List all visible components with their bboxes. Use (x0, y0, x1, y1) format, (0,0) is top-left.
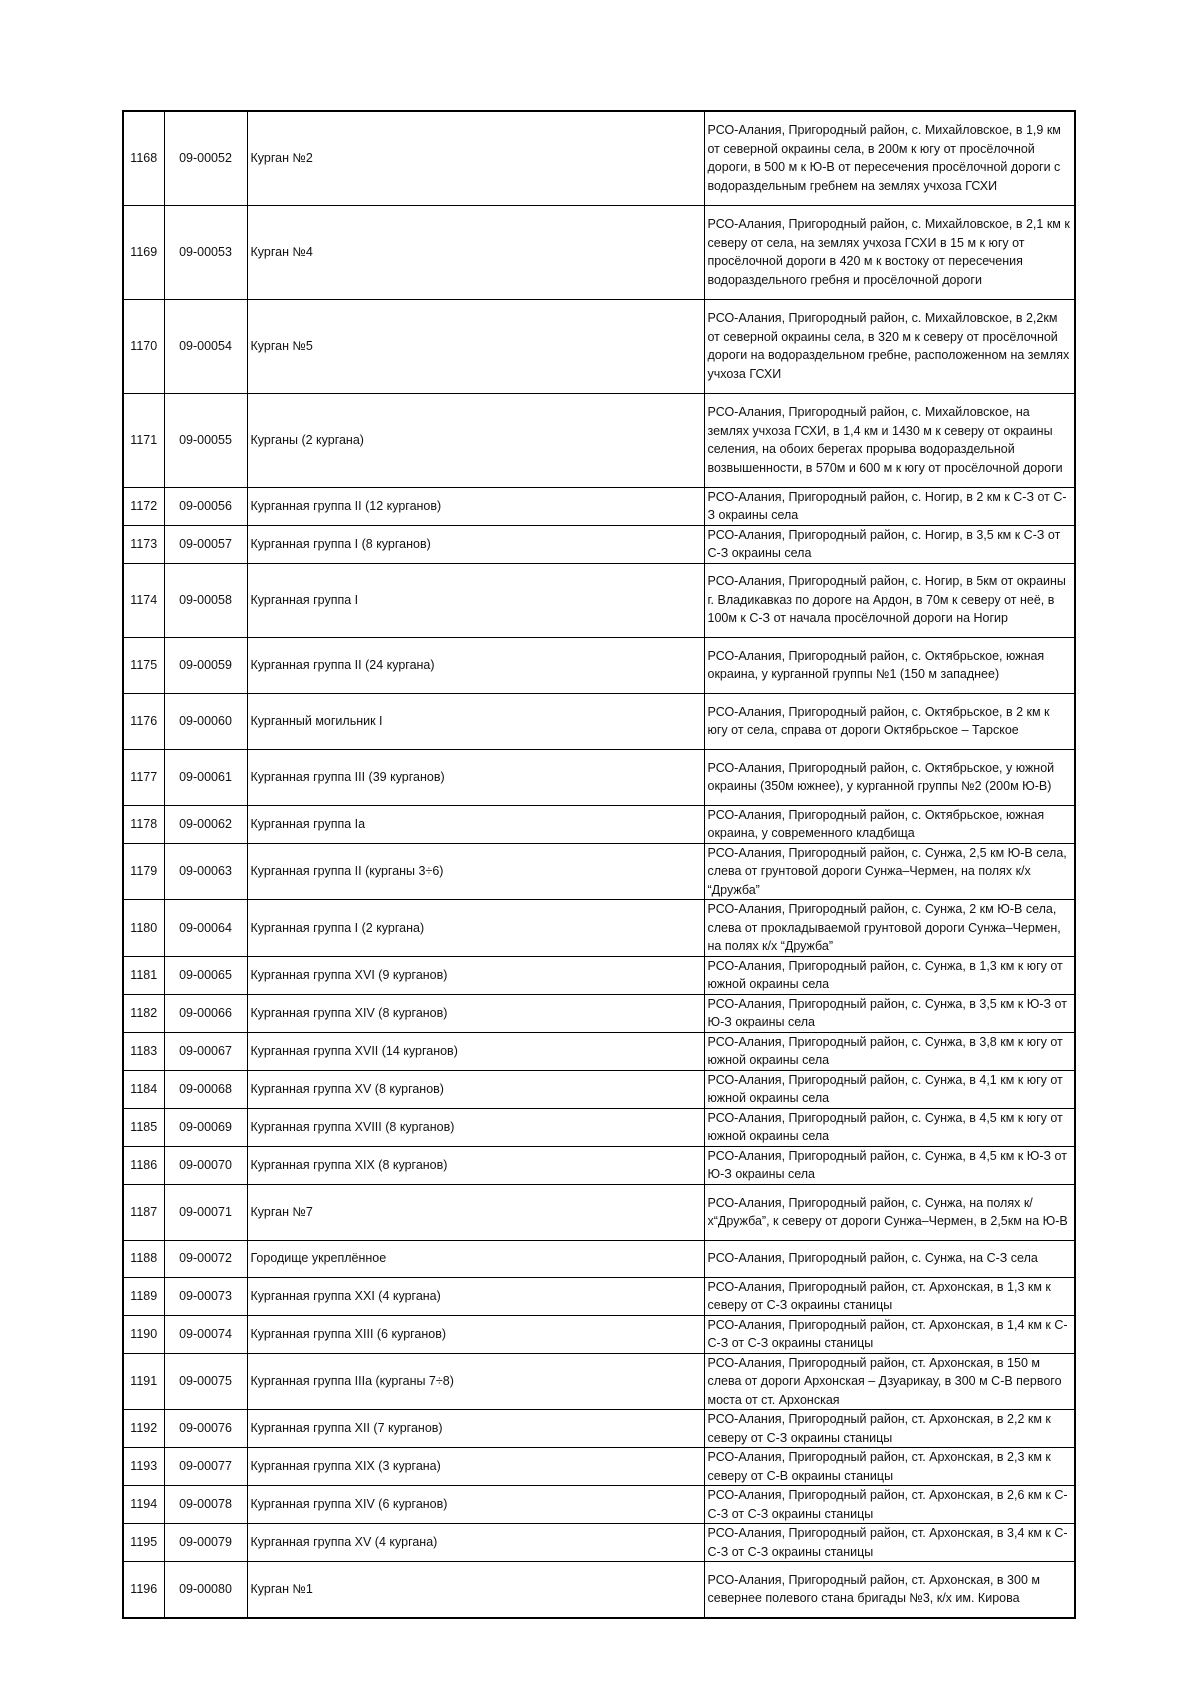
monument-location: РСО-Алания, Пригородный район, ст. Архонская, в 150 м слева от дороги Архонская – Дзуарикау, в 300 м С-В первого моста от ст. Архонская (704, 1353, 1075, 1410)
monument-location: РСО-Алания, Пригородный район, с. Сунжа, на полях к/х“Дружба”, к северу от дороги Сунжа–Чермен, в 2,5км на Ю-В (704, 1184, 1075, 1240)
monument-location: РСО-Алания, Пригородный район, с. Сунжа, на С-З села (704, 1240, 1075, 1277)
row-number: 1194 (123, 1486, 164, 1524)
row-number: 1178 (123, 805, 164, 843)
table-row (123, 900, 1075, 957)
table-row (123, 843, 1075, 900)
monument-location: РСО-Алания, Пригородный район, с. Октябрьское, южная окраина, у современного кладбища (704, 805, 1075, 843)
row-number: 1181 (123, 956, 164, 994)
row-number: 1170 (123, 299, 164, 393)
monument-name: Курганная группа I (247, 563, 704, 637)
table-row (123, 693, 1075, 749)
registry-code: 09-00073 (164, 1277, 247, 1315)
monument-name: Курганная группа XXI (4 кургана) (247, 1277, 704, 1315)
monument-name: Курганная группа IIIа (курганы 7÷8) (247, 1353, 704, 1410)
row-number: 1188 (123, 1240, 164, 1277)
table-row (123, 299, 1075, 393)
registry-sheet (122, 110, 1074, 1619)
row-number: 1175 (123, 637, 164, 693)
row-number: 1174 (123, 563, 164, 637)
row-number: 1172 (123, 487, 164, 525)
table-row (123, 805, 1075, 843)
registry-code: 09-00068 (164, 1070, 247, 1108)
table-row (123, 1410, 1075, 1448)
monument-location: РСО-Алания, Пригородный район, ст. Архонская, в 1,3 км к северу от С-З окраины станицы (704, 1277, 1075, 1315)
table-row (123, 205, 1075, 299)
monument-location: РСО-Алания, Пригородный район, с. Михайловское, в 2,1 км к северу от села, на землях учхоза ГСХИ в 15 м к югу от просёлочной дороги в 420 м к востоку от пересечения водораздельного гребня и просёлочной дороги (704, 205, 1075, 299)
monument-name: Курганная группа XIV (6 курганов) (247, 1486, 704, 1524)
monument-location: РСО-Алания, Пригородный район, ст. Архонская, в 1,4 км к С-С-З от С-З окраины станицы (704, 1315, 1075, 1353)
registry-code: 09-00072 (164, 1240, 247, 1277)
registry-code: 09-00052 (164, 111, 247, 205)
table-row (123, 1108, 1075, 1146)
monument-name: Курганная группа I (8 курганов) (247, 525, 704, 563)
row-number: 1182 (123, 994, 164, 1032)
table-row (123, 1032, 1075, 1070)
table-row (123, 393, 1075, 487)
registry-code: 09-00066 (164, 994, 247, 1032)
monument-location: РСО-Алания, Пригородный район, ст. Архонская, в 2,3 км к северу от С-В окраины станицы (704, 1448, 1075, 1486)
table-row (123, 956, 1075, 994)
table-row (123, 749, 1075, 805)
table-row (123, 563, 1075, 637)
row-number: 1189 (123, 1277, 164, 1315)
table-row (123, 1184, 1075, 1240)
monument-name: Курганная группа XII (7 курганов) (247, 1410, 704, 1448)
registry-code: 09-00075 (164, 1353, 247, 1410)
row-number: 1180 (123, 900, 164, 957)
registry-code: 09-00055 (164, 393, 247, 487)
table-row (123, 637, 1075, 693)
row-number: 1171 (123, 393, 164, 487)
monument-name: Курганная группа XVIII (8 курганов) (247, 1108, 704, 1146)
table-row (123, 487, 1075, 525)
registry-code: 09-00080 (164, 1562, 247, 1618)
monument-location: РСО-Алания, Пригородный район, с. Сунжа, в 3,5 км к Ю-З от Ю-З окраины села (704, 994, 1075, 1032)
monument-name: Курганная группа XVII (14 курганов) (247, 1032, 704, 1070)
row-number: 1169 (123, 205, 164, 299)
monument-location: РСО-Алания, Пригородный район, с. Октябрьское, южная окраина, у курганной группы №1 (150 м западнее) (704, 637, 1075, 693)
monument-name: Курганная группа II (курганы 3÷6) (247, 843, 704, 900)
row-number: 1184 (123, 1070, 164, 1108)
table-row (123, 1524, 1075, 1562)
row-number: 1192 (123, 1410, 164, 1448)
table-row (123, 1277, 1075, 1315)
registry-code: 09-00077 (164, 1448, 247, 1486)
row-number: 1193 (123, 1448, 164, 1486)
row-number: 1196 (123, 1562, 164, 1618)
row-number: 1191 (123, 1353, 164, 1410)
registry-code: 09-00079 (164, 1524, 247, 1562)
monument-name: Курганная группа Iа (247, 805, 704, 843)
table-row (123, 1448, 1075, 1486)
monument-location: РСО-Алания, Пригородный район, с. Сунжа, в 3,8 км к югу от южной окраины села (704, 1032, 1075, 1070)
monument-name: Курганная группа II (12 курганов) (247, 487, 704, 525)
row-number: 1190 (123, 1315, 164, 1353)
registry-code: 09-00064 (164, 900, 247, 957)
table-body (123, 111, 1075, 1618)
table-row (123, 1486, 1075, 1524)
monument-name: Курганная группа XIII (6 курганов) (247, 1315, 704, 1353)
registry-code: 09-00067 (164, 1032, 247, 1070)
monument-location: РСО-Алания, Пригородный район, ст. Архонская, в 2,6 км к С-С-З от С-З окраины станицы (704, 1486, 1075, 1524)
registry-code: 09-00069 (164, 1108, 247, 1146)
row-number: 1177 (123, 749, 164, 805)
row-number: 1185 (123, 1108, 164, 1146)
monument-location: РСО-Алания, Пригородный район, с. Ногир, в 3,5 км к С-З от С-З окраины села (704, 525, 1075, 563)
monument-name: Курганы (2 кургана) (247, 393, 704, 487)
table-row (123, 994, 1075, 1032)
monument-location: РСО-Алания, Пригородный район, с. Михайловское, в 1,9 км от северной окраины села, в 200м к югу от просёлочной дороги, в 500 м к Ю-В от пересечения просёлочной дороги с водораздельным гребнем на землях учхоза ГСХИ (704, 111, 1075, 205)
monument-location: РСО-Алания, Пригородный район, с. Сунжа, в 4,1 км к югу от южной окраины села (704, 1070, 1075, 1108)
monument-location: РСО-Алания, Пригородный район, с. Михайловское, в 2,2км от северной окраины села, в 320 м к северу от просёлочной дороги на водораздельном гребне, расположенном на землях учхоза ГСХИ (704, 299, 1075, 393)
monument-name: Курганная группа III (39 курганов) (247, 749, 704, 805)
monument-name: Курган №5 (247, 299, 704, 393)
monument-name: Курганная группа I (2 кургана) (247, 900, 704, 957)
monument-name: Курганная группа XIV (8 курганов) (247, 994, 704, 1032)
registry-code: 09-00062 (164, 805, 247, 843)
registry-code: 09-00053 (164, 205, 247, 299)
row-number: 1168 (123, 111, 164, 205)
row-number: 1187 (123, 1184, 164, 1240)
registry-code: 09-00061 (164, 749, 247, 805)
row-number: 1179 (123, 843, 164, 900)
registry-code: 09-00076 (164, 1410, 247, 1448)
row-number: 1183 (123, 1032, 164, 1070)
monument-name: Курганная группа XIX (3 кургана) (247, 1448, 704, 1486)
monument-name: Курганная группа XV (8 курганов) (247, 1070, 704, 1108)
monument-location: РСО-Алания, Пригородный район, с. Сунжа, в 4,5 км к югу от южной окраины села (704, 1108, 1075, 1146)
monument-name: Курганная группа XIX (8 курганов) (247, 1146, 704, 1184)
registry-code: 09-00059 (164, 637, 247, 693)
table-row (123, 1562, 1075, 1618)
monument-name: Курганная группа XV (4 кургана) (247, 1524, 704, 1562)
registry-code: 09-00065 (164, 956, 247, 994)
registry-code: 09-00056 (164, 487, 247, 525)
monument-location: РСО-Алания, Пригородный район, с. Сунжа, 2 км Ю-В села, слева от прокладываемой грунтовой дороги Сунжа–Чермен, на полях к/х “Дружба” (704, 900, 1075, 957)
monument-location: РСО-Алания, Пригородный район, с. Октябрьское, в 2 км к югу от села, справа от дороги Октябрьское – Тарское (704, 693, 1075, 749)
monument-name: Курган №2 (247, 111, 704, 205)
monument-location: РСО-Алания, Пригородный район, с. Ногир, в 5км от окраины г. Владикавказ по дороге на Ардон, в 70м к северу от неё, в 100м к С-З от начала просёлочной дороги на Ногир (704, 563, 1075, 637)
table-row (123, 111, 1075, 205)
row-number: 1195 (123, 1524, 164, 1562)
monument-name: Курганная группа XVI (9 курганов) (247, 956, 704, 994)
monument-name: Курганный могильник I (247, 693, 704, 749)
registry-code: 09-00054 (164, 299, 247, 393)
registry-code: 09-00058 (164, 563, 247, 637)
table-row (123, 1353, 1075, 1410)
registry-code: 09-00063 (164, 843, 247, 900)
row-number: 1186 (123, 1146, 164, 1184)
table-row (123, 1315, 1075, 1353)
monuments-table (122, 110, 1076, 1619)
table-row (123, 1240, 1075, 1277)
monument-location: РСО-Алания, Пригородный район, с. Сунжа, 2,5 км Ю-В села, слева от грунтовой дороги Сунжа–Чермен, на полях к/х “Дружба” (704, 843, 1075, 900)
registry-code: 09-00074 (164, 1315, 247, 1353)
monument-name: Курганная группа II (24 кургана) (247, 637, 704, 693)
row-number: 1173 (123, 525, 164, 563)
monument-name: Курган №7 (247, 1184, 704, 1240)
monument-name: Курган №1 (247, 1562, 704, 1618)
registry-code: 09-00071 (164, 1184, 247, 1240)
monument-location: РСО-Алания, Пригородный район, с. Ногир, в 2 км к С-З от С-З окраины села (704, 487, 1075, 525)
registry-code: 09-00070 (164, 1146, 247, 1184)
registry-code: 09-00078 (164, 1486, 247, 1524)
monument-location: РСО-Алания, Пригородный район, с. Михайловское, на землях учхоза ГСХИ, в 1,4 км и 1430 м к северу от окраины селения, на обоих берегах прорыва водораздельной возвышенности, в 570м и 600 м к югу от просёлочной дороги (704, 393, 1075, 487)
monument-name: Городище укреплённое (247, 1240, 704, 1277)
monument-name: Курган №4 (247, 205, 704, 299)
monument-location: РСО-Алания, Пригородный район, ст. Архонская, в 3,4 км к С-С-З от С-З окраины станицы (704, 1524, 1075, 1562)
registry-code: 09-00060 (164, 693, 247, 749)
table-row (123, 1070, 1075, 1108)
monument-location: РСО-Алания, Пригородный район, ст. Архонская, в 300 м севернее полевого стана бригады №3, к/х им. Кирова (704, 1562, 1075, 1618)
monument-location: РСО-Алания, Пригородный район, с. Октябрьское, у южной окраины (350м южнее), у курганной группы №2 (200м Ю-В) (704, 749, 1075, 805)
registry-code: 09-00057 (164, 525, 247, 563)
table-row (123, 525, 1075, 563)
table-row (123, 1146, 1075, 1184)
monument-location: РСО-Алания, Пригородный район, с. Сунжа, в 1,3 км к югу от южной окраины села (704, 956, 1075, 994)
monument-location: РСО-Алания, Пригородный район, с. Сунжа, в 4,5 км к Ю-З от Ю-З окраины села (704, 1146, 1075, 1184)
row-number: 1176 (123, 693, 164, 749)
monument-location: РСО-Алания, Пригородный район, ст. Архонская, в 2,2 км к северу от С-З окраины станицы (704, 1410, 1075, 1448)
